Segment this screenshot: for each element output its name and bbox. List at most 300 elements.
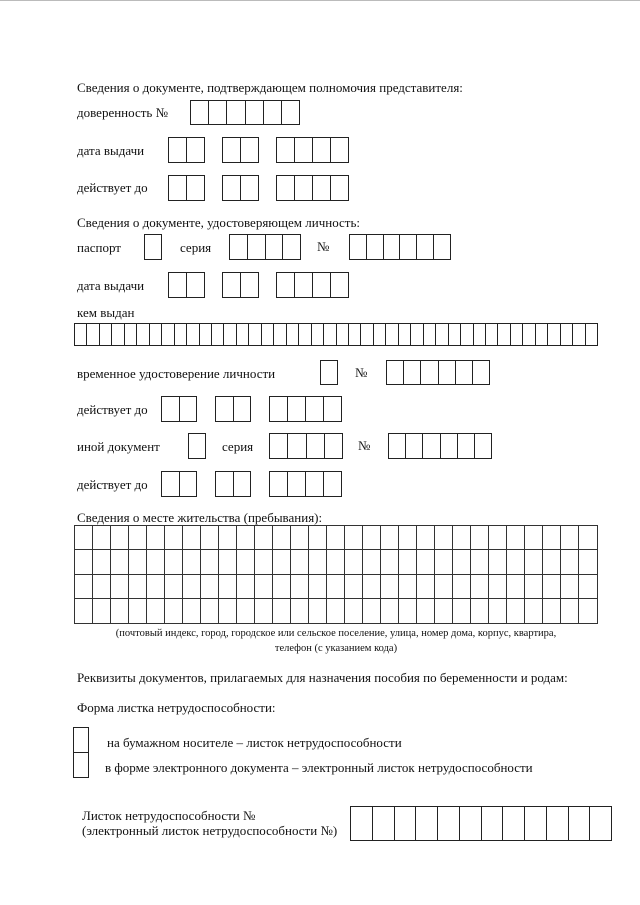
input-cell[interactable] xyxy=(473,324,485,345)
address-cell[interactable] xyxy=(129,526,147,550)
address-cell[interactable] xyxy=(453,575,471,599)
input-cell[interactable] xyxy=(74,753,88,777)
input-cell[interactable] xyxy=(448,324,460,345)
address-cell[interactable] xyxy=(75,599,93,623)
input-cell[interactable] xyxy=(398,324,410,345)
address-cell[interactable] xyxy=(471,526,489,550)
address-cell[interactable] xyxy=(183,550,201,574)
other-valid-year-field[interactable] xyxy=(269,471,342,497)
input-cell[interactable] xyxy=(485,324,497,345)
input-cell[interactable] xyxy=(189,434,205,458)
input-cell[interactable] xyxy=(281,101,299,124)
input-cell[interactable] xyxy=(312,176,330,200)
valid-until-day-field[interactable] xyxy=(168,175,205,201)
input-cell[interactable] xyxy=(216,397,233,421)
address-cell[interactable] xyxy=(165,599,183,623)
address-cell[interactable] xyxy=(453,526,471,550)
input-cell[interactable] xyxy=(399,235,416,259)
input-cell[interactable] xyxy=(330,138,348,162)
issue-date-label: дата выдачи xyxy=(77,143,145,158)
issue-date-month-field[interactable] xyxy=(222,137,259,163)
input-cell[interactable] xyxy=(568,807,590,840)
input-cell[interactable] xyxy=(270,472,287,496)
passport-issue-year-field[interactable] xyxy=(276,272,349,298)
power-of-attorney-number-field[interactable] xyxy=(190,100,300,125)
valid-until-month-field[interactable] xyxy=(222,175,259,201)
input-cell[interactable] xyxy=(403,361,420,384)
input-cell[interactable] xyxy=(330,176,348,200)
address-cell[interactable] xyxy=(147,526,165,550)
input-cell[interactable] xyxy=(305,397,323,421)
address-cell[interactable] xyxy=(201,599,219,623)
address-cell[interactable] xyxy=(237,550,255,574)
input-cell[interactable] xyxy=(294,273,312,297)
input-cell[interactable] xyxy=(522,324,534,345)
series-label: серия xyxy=(180,240,212,255)
address-cell[interactable] xyxy=(75,550,93,574)
input-cell[interactable] xyxy=(247,235,265,259)
input-cell[interactable] xyxy=(223,273,240,297)
address-cell[interactable] xyxy=(543,550,561,574)
other-doc-checkbox[interactable] xyxy=(188,433,206,459)
address-cell[interactable] xyxy=(273,575,291,599)
input-cell[interactable] xyxy=(240,176,258,200)
input-cell[interactable] xyxy=(321,361,337,384)
address-cell[interactable] xyxy=(471,550,489,574)
input-cell[interactable] xyxy=(405,434,422,458)
address-cell[interactable] xyxy=(129,550,147,574)
input-cell[interactable] xyxy=(75,324,86,345)
input-cell[interactable] xyxy=(240,273,258,297)
input-cell[interactable] xyxy=(233,397,251,421)
input-cell[interactable] xyxy=(282,235,300,259)
address-cell[interactable] xyxy=(183,599,201,623)
address-cell[interactable] xyxy=(399,575,417,599)
address-cell[interactable] xyxy=(111,599,129,623)
address-cell[interactable] xyxy=(507,575,525,599)
address-cell[interactable] xyxy=(561,550,579,574)
input-cell[interactable] xyxy=(435,324,447,345)
input-cell[interactable] xyxy=(524,807,546,840)
address-cell[interactable] xyxy=(327,599,345,623)
address-cell[interactable] xyxy=(237,599,255,623)
address-cell[interactable] xyxy=(345,550,363,574)
input-cell[interactable] xyxy=(535,324,547,345)
input-cell[interactable] xyxy=(236,324,248,345)
input-cell[interactable] xyxy=(589,807,611,840)
address-cell[interactable] xyxy=(255,526,273,550)
temp-id-number-field[interactable] xyxy=(386,360,490,385)
input-cell[interactable] xyxy=(415,807,437,840)
temp-number-label: № xyxy=(355,365,368,380)
address-cell[interactable] xyxy=(579,599,597,623)
passport-checkbox[interactable] xyxy=(144,234,162,260)
issue-date-year-field[interactable] xyxy=(276,137,349,163)
input-cell[interactable] xyxy=(457,434,474,458)
address-cell[interactable] xyxy=(129,575,147,599)
address-cell[interactable] xyxy=(489,526,507,550)
input-cell[interactable] xyxy=(169,176,186,200)
input-cell[interactable] xyxy=(223,324,235,345)
input-cell[interactable] xyxy=(111,324,123,345)
input-cell[interactable] xyxy=(270,434,287,458)
input-cell[interactable] xyxy=(286,324,298,345)
address-cell[interactable] xyxy=(417,599,435,623)
address-cell[interactable] xyxy=(471,599,489,623)
input-cell[interactable] xyxy=(277,138,294,162)
input-cell[interactable] xyxy=(186,176,204,200)
input-cell[interactable] xyxy=(186,138,204,162)
input-cell[interactable] xyxy=(385,324,397,345)
address-cell[interactable] xyxy=(255,550,273,574)
address-cell[interactable] xyxy=(399,550,417,574)
address-cell[interactable] xyxy=(201,575,219,599)
address-cell[interactable] xyxy=(93,575,111,599)
input-cell[interactable] xyxy=(161,324,173,345)
input-cell[interactable] xyxy=(145,235,161,259)
input-cell[interactable] xyxy=(459,807,481,840)
address-cell[interactable] xyxy=(489,575,507,599)
valid-until-year-field[interactable] xyxy=(276,175,349,201)
address-cell[interactable] xyxy=(309,526,327,550)
temp-valid-year-field[interactable] xyxy=(269,396,342,422)
address-cell[interactable] xyxy=(165,575,183,599)
address-cell[interactable] xyxy=(75,575,93,599)
address-cell[interactable] xyxy=(561,575,579,599)
address-cell[interactable] xyxy=(417,550,435,574)
address-cell[interactable] xyxy=(291,550,309,574)
input-cell[interactable] xyxy=(169,138,186,162)
address-cell[interactable] xyxy=(453,599,471,623)
sick-leave-form-heading: Форма листка нетрудоспособности: xyxy=(77,700,276,715)
input-cell[interactable] xyxy=(312,273,330,297)
input-cell[interactable] xyxy=(389,434,405,458)
address-cell[interactable] xyxy=(273,599,291,623)
address-cell[interactable] xyxy=(417,526,435,550)
input-cell[interactable] xyxy=(179,472,197,496)
input-cell[interactable] xyxy=(240,138,258,162)
input-cell[interactable] xyxy=(199,324,211,345)
address-cell[interactable] xyxy=(327,550,345,574)
input-cell[interactable] xyxy=(420,361,437,384)
address-cell[interactable] xyxy=(219,526,237,550)
input-cell[interactable] xyxy=(351,807,372,840)
other-doc-number-field[interactable] xyxy=(388,433,492,459)
address-cell[interactable] xyxy=(435,575,453,599)
input-cell[interactable] xyxy=(162,397,179,421)
input-cell[interactable] xyxy=(410,324,422,345)
input-cell[interactable] xyxy=(233,472,251,496)
power-of-attorney-label: доверенность № xyxy=(77,105,168,120)
residence-heading: Сведения о месте жительства (пребывания): xyxy=(77,510,323,525)
residence-address-grid[interactable] xyxy=(74,525,598,624)
input-cell[interactable] xyxy=(323,472,341,496)
address-cell[interactable] xyxy=(345,575,363,599)
address-cell[interactable] xyxy=(489,550,507,574)
input-cell[interactable] xyxy=(294,176,312,200)
address-cell[interactable] xyxy=(507,550,525,574)
input-cell[interactable] xyxy=(191,101,208,124)
sick-leave-number-label: Листок нетрудоспособности № xyxy=(82,808,256,823)
input-cell[interactable] xyxy=(162,472,179,496)
address-cell[interactable] xyxy=(219,599,237,623)
input-cell[interactable] xyxy=(99,324,111,345)
address-cell[interactable] xyxy=(543,526,561,550)
address-cell[interactable] xyxy=(201,550,219,574)
address-cell[interactable] xyxy=(273,550,291,574)
input-cell[interactable] xyxy=(306,434,324,458)
issued-by-label: кем выдан xyxy=(77,305,135,320)
input-cell[interactable] xyxy=(350,235,366,259)
address-cell[interactable] xyxy=(363,575,381,599)
address-cell[interactable] xyxy=(291,575,309,599)
input-cell[interactable] xyxy=(179,397,197,421)
address-cell[interactable] xyxy=(93,526,111,550)
input-cell[interactable] xyxy=(510,324,522,345)
input-cell[interactable] xyxy=(360,324,372,345)
address-cell[interactable] xyxy=(165,550,183,574)
input-cell[interactable] xyxy=(312,138,330,162)
address-cell[interactable] xyxy=(525,575,543,599)
input-cell[interactable] xyxy=(472,361,489,384)
input-cell[interactable] xyxy=(223,176,240,200)
address-cell[interactable] xyxy=(255,575,273,599)
address-cell[interactable] xyxy=(219,550,237,574)
input-cell[interactable] xyxy=(273,324,285,345)
address-cell[interactable] xyxy=(381,599,399,623)
address-cell[interactable] xyxy=(435,526,453,550)
paper-option-checkbox[interactable] xyxy=(73,727,89,753)
temp-valid-until-label: действует до xyxy=(77,402,148,417)
input-cell[interactable] xyxy=(372,807,394,840)
input-cell[interactable] xyxy=(86,324,98,345)
input-cell[interactable] xyxy=(174,324,186,345)
rep-doc-heading: Сведения о документе, подтверждающем полномочия представителя: xyxy=(77,80,463,95)
issued-by-field[interactable] xyxy=(74,323,598,346)
address-cell[interactable] xyxy=(237,526,255,550)
temp-id-label: временное удостоверение личности xyxy=(77,366,276,381)
electronic-sick-leave-number-label: (электронный листок нетрудоспособности №) xyxy=(82,823,338,838)
address-cell[interactable] xyxy=(381,575,399,599)
input-cell[interactable] xyxy=(585,324,597,345)
input-cell[interactable] xyxy=(366,235,383,259)
input-cell[interactable] xyxy=(265,235,283,259)
address-cell[interactable] xyxy=(399,599,417,623)
input-cell[interactable] xyxy=(277,176,294,200)
input-cell[interactable] xyxy=(572,324,584,345)
input-cell[interactable] xyxy=(460,324,472,345)
address-cell[interactable] xyxy=(111,526,129,550)
paper-option-label: на бумажном носителе – листок нетрудоспособности xyxy=(107,735,402,750)
address-cell[interactable] xyxy=(381,550,399,574)
other-valid-day-field[interactable] xyxy=(161,471,197,497)
input-cell[interactable] xyxy=(208,101,226,124)
input-cell[interactable] xyxy=(216,472,233,496)
sick-leave-number-field[interactable] xyxy=(350,806,612,841)
number-label: № xyxy=(317,239,330,254)
input-cell[interactable] xyxy=(416,235,433,259)
address-cell[interactable] xyxy=(525,526,543,550)
input-cell[interactable] xyxy=(226,101,244,124)
address-cell[interactable] xyxy=(327,575,345,599)
address-cell[interactable] xyxy=(543,575,561,599)
address-cell[interactable] xyxy=(363,599,381,623)
address-cell[interactable] xyxy=(309,599,327,623)
input-cell[interactable] xyxy=(433,235,450,259)
address-cell[interactable] xyxy=(561,526,579,550)
input-cell[interactable] xyxy=(394,807,416,840)
passport-number-field[interactable] xyxy=(349,234,451,260)
address-cell[interactable] xyxy=(543,599,561,623)
address-cell[interactable] xyxy=(291,526,309,550)
input-cell[interactable] xyxy=(298,324,310,345)
address-cell[interactable] xyxy=(579,526,597,550)
input-cell[interactable] xyxy=(223,138,240,162)
address-cell[interactable] xyxy=(75,526,93,550)
input-cell[interactable] xyxy=(263,101,281,124)
address-cell[interactable] xyxy=(525,599,543,623)
passport-series-field[interactable] xyxy=(229,234,301,260)
id-doc-heading: Сведения о документе, удостоверяющем личность: xyxy=(77,215,361,230)
address-cell[interactable] xyxy=(507,599,525,623)
address-cell[interactable] xyxy=(489,599,507,623)
input-cell[interactable] xyxy=(348,324,360,345)
other-doc-label: иной документ xyxy=(77,439,160,454)
input-cell[interactable] xyxy=(124,324,136,345)
address-cell[interactable] xyxy=(147,599,165,623)
input-cell[interactable] xyxy=(422,434,439,458)
input-cell[interactable] xyxy=(74,728,88,752)
attachments-heading: Реквизиты документов, прилагаемых для назначения пособия по беременности и родам: xyxy=(77,670,568,685)
input-cell[interactable] xyxy=(230,235,247,259)
passport-issue-day-field[interactable] xyxy=(168,272,205,298)
address-cell[interactable] xyxy=(201,526,219,550)
input-cell[interactable] xyxy=(248,324,260,345)
input-cell[interactable] xyxy=(305,472,323,496)
input-cell[interactable] xyxy=(287,472,305,496)
address-cell[interactable] xyxy=(129,599,147,623)
input-cell[interactable] xyxy=(481,807,503,840)
residence-caption-line1: (почтовый индекс, город, городское или сельское поселение, улица, номер дома, корпус, квартира, xyxy=(115,628,557,639)
input-cell[interactable] xyxy=(423,324,435,345)
input-cell[interactable] xyxy=(437,807,459,840)
temp-id-checkbox[interactable] xyxy=(320,360,338,385)
input-cell[interactable] xyxy=(546,807,568,840)
input-cell[interactable] xyxy=(438,361,455,384)
input-cell[interactable] xyxy=(497,324,509,345)
input-cell[interactable] xyxy=(186,273,204,297)
address-cell[interactable] xyxy=(561,599,579,623)
address-cell[interactable] xyxy=(471,575,489,599)
input-cell[interactable] xyxy=(261,324,273,345)
address-cell[interactable] xyxy=(93,599,111,623)
input-cell[interactable] xyxy=(245,101,263,124)
electronic-option-label: в форме электронного документа – электронный листок нетрудоспособности xyxy=(105,760,533,775)
input-cell[interactable] xyxy=(169,273,186,297)
address-cell[interactable] xyxy=(579,550,597,574)
other-doc-series-field[interactable] xyxy=(269,433,343,459)
input-cell[interactable] xyxy=(311,324,323,345)
input-cell[interactable] xyxy=(149,324,161,345)
address-cell[interactable] xyxy=(309,575,327,599)
address-cell[interactable] xyxy=(435,599,453,623)
input-cell[interactable] xyxy=(387,361,403,384)
temp-valid-month-field[interactable] xyxy=(215,396,251,422)
input-cell[interactable] xyxy=(373,324,385,345)
input-cell[interactable] xyxy=(547,324,559,345)
address-cell[interactable] xyxy=(273,526,291,550)
input-cell[interactable] xyxy=(324,434,342,458)
input-cell[interactable] xyxy=(287,434,305,458)
address-cell[interactable] xyxy=(525,550,543,574)
input-cell[interactable] xyxy=(383,235,400,259)
input-cell[interactable] xyxy=(455,361,472,384)
passport-label: паспорт xyxy=(77,240,121,255)
address-cell[interactable] xyxy=(237,575,255,599)
input-cell[interactable] xyxy=(336,324,348,345)
residence-caption-line2: телефон (с указанием кода) xyxy=(274,643,398,654)
address-cell[interactable] xyxy=(363,550,381,574)
input-cell[interactable] xyxy=(287,397,305,421)
address-cell[interactable] xyxy=(291,599,309,623)
electronic-option-checkbox[interactable] xyxy=(73,752,89,778)
address-cell[interactable] xyxy=(309,550,327,574)
valid-until-label: действует до xyxy=(77,180,148,195)
address-cell[interactable] xyxy=(147,575,165,599)
input-cell[interactable] xyxy=(211,324,223,345)
input-cell[interactable] xyxy=(294,138,312,162)
address-cell[interactable] xyxy=(399,526,417,550)
address-cell[interactable] xyxy=(183,526,201,550)
address-cell[interactable] xyxy=(435,550,453,574)
address-cell[interactable] xyxy=(327,526,345,550)
temp-valid-day-field[interactable] xyxy=(161,396,197,422)
input-cell[interactable] xyxy=(474,434,491,458)
address-cell[interactable] xyxy=(111,550,129,574)
address-cell[interactable] xyxy=(417,575,435,599)
address-cell[interactable] xyxy=(579,575,597,599)
address-cell[interactable] xyxy=(507,526,525,550)
input-cell[interactable] xyxy=(440,434,457,458)
input-cell[interactable] xyxy=(277,273,294,297)
input-cell[interactable] xyxy=(323,324,335,345)
input-cell[interactable] xyxy=(270,397,287,421)
address-cell[interactable] xyxy=(219,575,237,599)
address-cell[interactable] xyxy=(381,526,399,550)
input-cell[interactable] xyxy=(136,324,148,345)
other-series-label: серия xyxy=(222,439,254,454)
address-cell[interactable] xyxy=(453,550,471,574)
address-cell[interactable] xyxy=(363,526,381,550)
input-cell[interactable] xyxy=(330,273,348,297)
other-valid-month-field[interactable] xyxy=(215,471,251,497)
input-cell[interactable] xyxy=(186,324,198,345)
passport-issue-month-field[interactable] xyxy=(222,272,259,298)
address-cell[interactable] xyxy=(147,550,165,574)
address-cell[interactable] xyxy=(165,526,183,550)
address-cell[interactable] xyxy=(111,575,129,599)
address-cell[interactable] xyxy=(93,550,111,574)
address-cell[interactable] xyxy=(183,575,201,599)
issue-date-day-field[interactable] xyxy=(168,137,205,163)
address-cell[interactable] xyxy=(345,599,363,623)
input-cell[interactable] xyxy=(323,397,341,421)
input-cell[interactable] xyxy=(502,807,524,840)
input-cell[interactable] xyxy=(560,324,572,345)
other-valid-until-label: действует до xyxy=(77,477,148,492)
address-cell[interactable] xyxy=(345,526,363,550)
address-cell[interactable] xyxy=(255,599,273,623)
